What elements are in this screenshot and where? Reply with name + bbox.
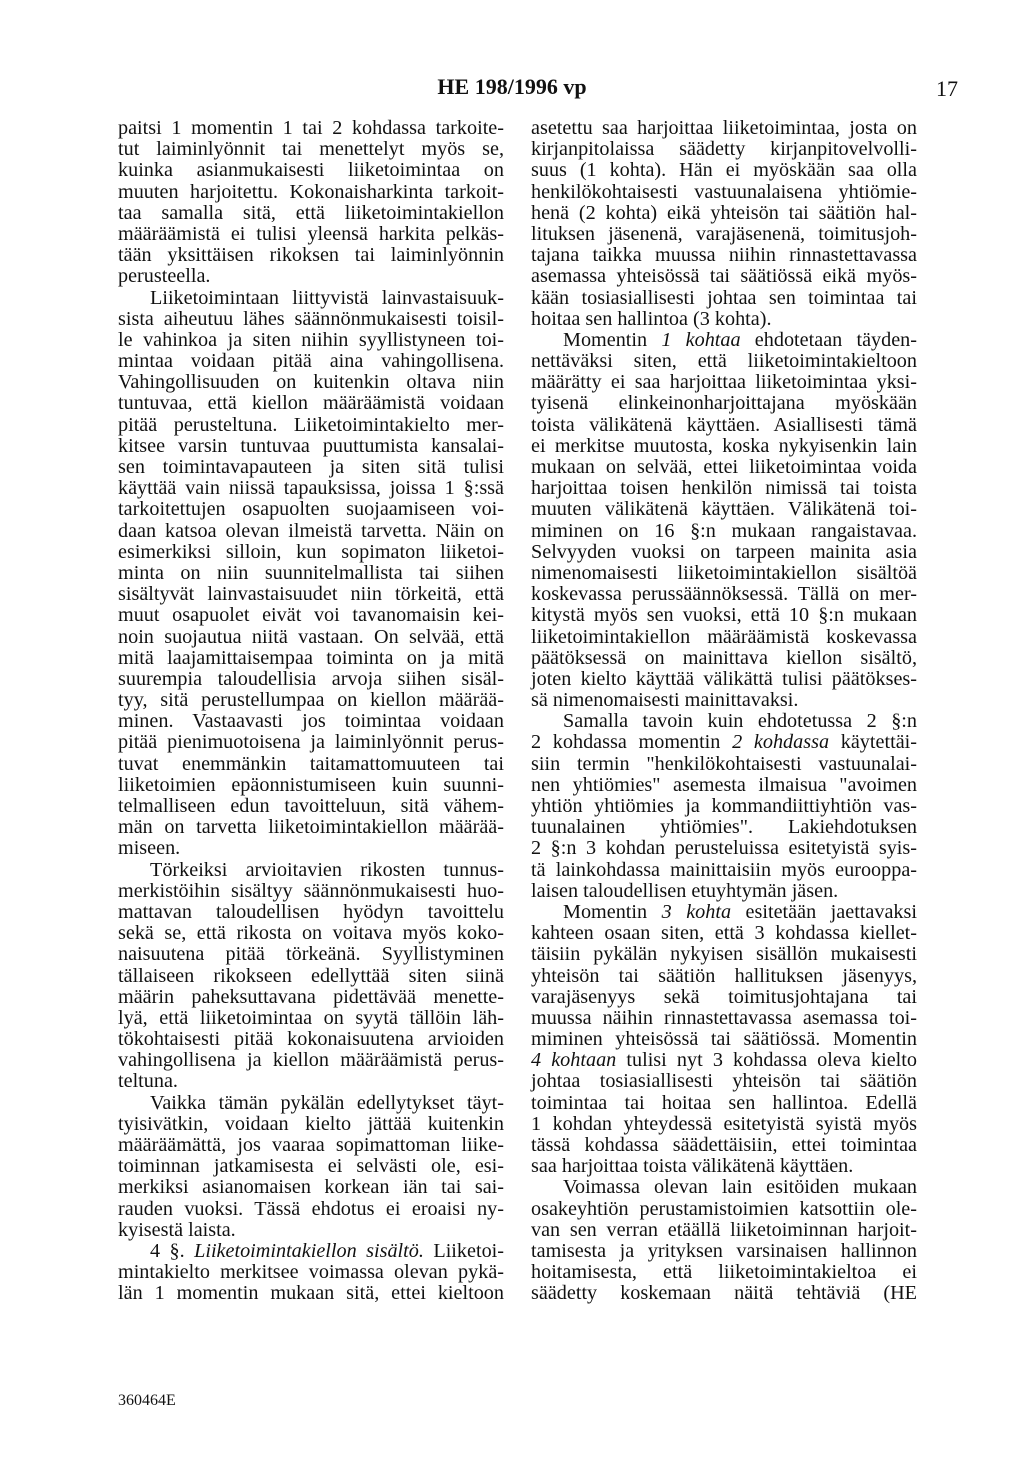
text-run: ei merkitse muutosta, koska nykyisenkin lain [531,434,917,457]
text-run: mattavan taloudellisen hyödyn tavoittelu [118,900,504,923]
text-line [531,711,917,732]
text-line [531,224,917,245]
text-line [531,1135,917,1156]
text-run: toista välikätenä käyttäen. Asiallisesti tämä [531,413,917,436]
text-run: yhteisön tai säätiön hallituksen jäsenyys, [531,964,917,987]
text-line [118,542,504,563]
text-line [531,139,917,160]
text-run: käyttää vain niissä tapauksissa, joissa 1 §:ssä [118,477,504,500]
text-line [531,1156,917,1177]
text-line [118,1071,504,1092]
text-run: telmalliseen edun tavoitteluun, sitä vähem- [118,795,504,817]
text-run: tään yksittäisen rikoksen tai laiminlyönnin [118,244,504,267]
text-run: miminen on 16 §:n mukaan rangaistavaa. [531,519,917,542]
text-line [118,563,504,584]
text-run: miminen yhteisössä tai säätiössä. Momentin [531,1028,917,1051]
text-run: perusteella. [118,265,211,288]
text-run: lituksen jäsenenä, varajäsenenä, toimitusjoh- [531,222,917,245]
text-line [531,690,917,711]
text-run: naisuutena pitää törkeänä. Syyllistyminen [118,943,504,966]
text-line [118,669,504,690]
footer-document-code: 360464E [118,1392,176,1409]
text-run: päätöksessä on mainittava kiellon sisältö, [531,646,917,669]
text-run: määrin paheksuttavana pidettävää menette- [118,985,504,1008]
text-line [531,1050,917,1071]
text-line [531,669,917,690]
text-line [118,944,504,965]
italic-text-run: 3 kohta [661,900,732,923]
text-line [531,309,917,330]
text-line [531,796,917,817]
text-run: tällaiseen rikokseen edellyttää siten siinä [118,964,504,987]
text-run: muut osapuolet eivät voi tavanomaisin kei- [118,604,504,627]
text-line [531,1029,917,1050]
text-run: län 1 momentin mukaan sitä, ettei kieltoon [118,1282,504,1305]
text-line [118,923,504,944]
text-run: Selvyyden vuoksi on tarpeen mainita asia [531,540,917,563]
text-line [118,224,504,245]
text-run: asetettu saa harjoittaa liiketoimintaa, josta on [531,117,917,139]
text-run: kuinka asianmukaisesti liiketoimintaa on [118,159,504,182]
text-line [118,605,504,626]
text-run: mintaa voidaan pitää aina vahingollisena. [118,350,504,373]
left-text-column [118,118,504,1305]
text-run: pitää pienimuotoisena ja laiminlyönnit perus- [118,731,504,754]
text-line [531,393,917,414]
text-run: täisiin pykälän nykyisen sisällön mukaisesti [531,943,917,966]
text-line [531,775,917,796]
text-line [531,266,917,287]
text-run: ehdotetaan täyden- [740,328,917,351]
text-line [118,288,504,309]
text-run: taa samalla sitä, että liiketoimintakiellon [118,201,504,224]
text-run: muuten välikätenä käyttäen. Välikätenä toi- [531,498,917,521]
text-run: sen toimintavapauteen ja siten sitä tulisi [118,456,504,478]
text-line [531,1093,917,1114]
text-line [118,521,504,542]
text-run: Törkeiksi arvioitavien rikosten tunnus- [150,858,504,881]
text-line [118,966,504,987]
text-run: Voimassa olevan lain esitöiden mukaan [563,1176,917,1199]
text-run: toiminnan jatkamisesta ei selvästi ole, esi- [118,1155,504,1178]
text-run: Vahingollisuuden on kuitenkin oltava niin [118,371,504,394]
text-line [118,1283,504,1304]
text-run: yhtiön yhtiömies ja kommandiittiyhtiön vas- [531,795,917,817]
text-run: kään tosiasiallisesti johtaa sen toimintaa tai [531,286,917,309]
text-line [118,1029,504,1050]
text-line [118,160,504,181]
text-line [118,457,504,478]
text-line [118,711,504,732]
text-run: mintakielto merkitsee voimassa olevan pykä- [118,1261,504,1284]
text-run: muuten harjoitettu. Kokonaisharkinta tarkoit- [118,180,504,203]
text-run: kyisestä laista. [118,1218,236,1241]
text-run: noin suojautua niitä vastaan. On selvää, että [118,625,504,648]
text-line [531,627,917,648]
text-run: vahingollisena ja kiellon määräämistä perus- [118,1049,504,1072]
text-run: tyisenä elinkeinonharjoittajana myöskään [531,392,917,415]
text-run: henä (2 kohta) eikä yhteisön tai säätiön hal- [531,201,917,224]
text-run: tuntuvaa, että kiellon määräämistä voidaan [118,392,504,415]
text-line [118,372,504,393]
text-line [118,118,504,139]
text-run: lyä, että liiketoimintaa on syytä tällöin läh- [118,1006,504,1029]
text-run: mukaan on selvää, ettei liiketoimintaa voida [531,456,917,478]
text-line [118,796,504,817]
text-run: Liiketoimintaan liittyvistä lainvastaisuuk- [150,286,504,309]
text-run: osakeyhtiön perustamistoimien katsottiin ole- [531,1197,917,1220]
text-run: määrätty ei saa harjoittaa liiketoimintaa yksi- [531,371,917,394]
text-line [531,923,917,944]
text-run: sisältyvät lainvastaisuudet niin törkeitä, että [118,583,504,606]
text-line [531,160,917,181]
text-line [531,1220,917,1241]
text-line [118,732,504,753]
text-line [118,1241,504,1262]
italic-text-run: 4 kohtaan [531,1049,617,1072]
text-run: tä lainkohdassa mainittaisiin myös eurooppa- [531,858,917,881]
text-run: johtaa tosiasiallisesti yhteisön tai säätiön [531,1070,917,1093]
text-line [118,648,504,669]
text-run: tamisesta ja yrityksen varsinaisen hallinnon [531,1239,917,1262]
text-line [531,860,917,881]
text-line [118,266,504,287]
text-run: Vaikka tämän pykälän edellytykset täyt- [150,1091,504,1114]
text-run: käytettäi- [829,731,917,754]
text-run: tut laiminlyönnit tai menettelyt myös se, [118,138,504,161]
text-line [531,372,917,393]
text-run: merkiksi asianomaisen korkean iän tai sai- [118,1176,504,1199]
text-line [531,351,917,372]
text-run: laisen taloudellisen etuyhtymän jäsen. [531,879,839,902]
text-line [118,1220,504,1241]
text-line [118,203,504,224]
text-line [531,966,917,987]
text-line [118,245,504,266]
text-line [531,478,917,499]
text-run: suurempia taloudellisia arvoja siihen sisäl- [118,667,504,690]
text-line [118,902,504,923]
text-line [531,288,917,309]
text-run: mitä laajamittaisempaa toiminta on ja mitä [118,646,504,669]
text-run: Samalla tavoin kuin ehdotetussa 2 §:n [563,710,917,733]
text-line [531,415,917,436]
text-line [531,754,917,775]
text-line [531,1008,917,1029]
text-run: daan katsoa olevan ilmeistä tarvetta. Näin on [118,519,504,542]
text-line [531,648,917,669]
text-run: miseen. [118,837,181,860]
text-run: joten kielto käyttää välikättä tulisi päätökses- [531,667,917,690]
text-run: koskevassa perussäännöksessä. Tällä on mer- [531,583,917,606]
text-line [531,1177,917,1198]
text-line [118,330,504,351]
text-run: tyisivätkin, voidaan kielto jättää kuitenkin [118,1112,504,1135]
text-run: tuvat enemmänkin taitamattomuuteen tai [118,752,504,775]
page-number: 17 [936,76,958,101]
text-line [118,1093,504,1114]
text-run: nen yhtiömies" asemesta ilmaisua "avoimen [531,773,917,796]
text-run: tajana taikka muussa niihin rinnastettavassa [531,244,917,267]
text-line [531,1199,917,1220]
text-run: saa harjoittaa toista välikätenä käyttäen. [531,1155,854,1178]
text-run: tässä kohdassa säädettäisiin, ettei toimintaa [531,1134,917,1156]
text-run: 2 §:n 3 kohdan perusteluissa esitetyistä syis- [531,837,917,860]
text-run: liiketoimien epäonnistumiseen kuin suunni- [118,773,504,796]
text-line [531,838,917,859]
text-line [531,732,917,753]
text-line [531,330,917,351]
text-run: tökohtaisesti pitää kokonaisuutena arvioiden [118,1028,504,1051]
text-line [118,436,504,457]
text-line [118,351,504,372]
right-text-column [531,118,917,1305]
text-run: män on tarvetta liiketoimintakiellon määrää- [118,816,504,839]
text-run: esimerkiksi silloin, kun sopimaton liiketoi- [118,540,504,563]
italic-text-run: Liiketoimintakiellon sisältö. [194,1239,424,1262]
text-line [531,118,917,139]
text-run: le vahinkoa ja siten niihin syyllistyneen toi- [118,328,504,351]
text-line [531,1114,917,1135]
text-run: kitystä myös sen vuoksi, että 10 §:n mukaan [531,604,917,627]
text-run: tuunalainen yhtiömies". Lakiehdotuksen [531,816,917,839]
text-run: kitsee varsin tuntuvaa puuttumista kansalai- [118,434,504,457]
text-line [118,838,504,859]
text-line [118,1114,504,1135]
text-line [118,415,504,436]
text-line [118,584,504,605]
text-run: Momentin [563,328,662,351]
text-run: merkistöihin sisältyy säännönmukaisesti huo- [118,879,504,902]
text-line [531,881,917,902]
text-line [118,881,504,902]
text-line [118,139,504,160]
text-line [531,944,917,965]
text-run: hoitaa sen hallintoa (3 kohta). [531,307,772,330]
text-run: 1 kohdan yhteydessä esitetyistä syistä myös [531,1112,917,1135]
text-line [531,1241,917,1262]
text-run: esitetään jaettavaksi [731,900,917,923]
text-run: sista aiheutuu lähes säännönmukaisesti toisil- [118,307,504,330]
page-header-title: HE 198/1996 vp [437,74,587,99]
text-run: pitää perusteltuna. Liiketoimintakielto mer- [118,413,504,436]
text-run: liiketoimintakiellon määräämistä koskevassa [531,625,917,648]
text-line [531,1283,917,1304]
text-run: toimintaa tai hoitaa sen hallintoa. Edellä [531,1091,917,1114]
text-line [118,182,504,203]
text-line [118,987,504,1008]
italic-text-run: 2 kohdassa [732,731,830,754]
text-line [531,1071,917,1092]
text-run: määräämättä, jos vaaraa sopimattoman liike- [118,1134,504,1156]
text-run: tyy, sitä perustellumpaa on kiellon määrää- [118,689,504,712]
text-run: siin termin "henkilökohtaisesti vastuunalai- [531,752,917,775]
text-line [531,542,917,563]
text-run: suus (1 kohta). Hän ei myöskään saa olla [531,159,917,182]
text-run: henkilökohtaisesti vastuunalaisena yhtiömie- [531,180,917,203]
text-run: nimenomaisesti liiketoimintakiellon sisältöä [531,561,917,584]
text-line [531,605,917,626]
text-line [531,182,917,203]
text-run: rauden vuoksi. Tässä ehdotus ei eroaisi ny- [118,1197,504,1220]
text-line [118,1156,504,1177]
text-run: määräämistä ei tulisi yleensä harkita pelkäs- [118,222,504,245]
text-run: teltuna. [118,1070,178,1093]
text-line [118,775,504,796]
text-line [118,393,504,414]
text-line [531,987,917,1008]
text-line [531,521,917,542]
text-line [118,478,504,499]
text-line [118,860,504,881]
text-line [118,1177,504,1198]
text-run: varajäsenyys sekä toimitusjohtajana tai [531,985,917,1008]
text-line [531,436,917,457]
text-line [531,1262,917,1283]
text-run: tulisi nyt 3 kohdassa oleva kielto [616,1049,917,1072]
text-line [118,499,504,520]
text-line [118,817,504,838]
text-run: harjoittaa toisen henkilön nimissä tai toista [531,477,917,500]
text-run: muussa näihin rinnastettavassa asemassa toi- [531,1006,917,1029]
text-line [531,499,917,520]
text-run: kahteen osaan siten, että 3 kohdassa kiellet- [531,922,917,945]
text-run: kirjanpitolaissa säädetty kirjanpitovelvolli- [531,138,917,161]
text-line [118,1262,504,1283]
text-run: 2 kohdassa momentin [531,731,733,754]
text-line [118,1135,504,1156]
text-run: Liiketoi- [423,1239,504,1262]
text-run: paitsi 1 momentin 1 tai 2 kohdassa tarkoite- [118,117,504,139]
text-line [118,1199,504,1220]
text-line [531,817,917,838]
text-line [531,245,917,266]
text-run: minta on niin suunnitelmallista tai siihen [118,561,504,584]
text-run: tarkoitettujen osapuolten suojaamiseen voi- [118,498,504,521]
text-run: minen. Vastaavasti jos toimintaa voidaan [118,710,504,733]
text-line [118,1050,504,1071]
text-line [531,563,917,584]
text-line [118,754,504,775]
text-run: asemassa yhteisössä tai säätiössä eikä myös- [531,265,917,288]
text-run: nettäväksi siten, että liiketoimintakieltoon [531,350,917,373]
text-line [118,1008,504,1029]
text-line [118,690,504,711]
text-run: sekä se, että rikosta on voitava myös koko- [118,922,504,945]
text-run: van sen verran etäällä liiketoiminnan harjoit- [531,1218,917,1241]
text-run: säädetty koskemaan näitä tehtäviä (HE [531,1282,917,1305]
text-line [531,584,917,605]
text-line [531,902,917,923]
text-line [531,457,917,478]
text-run: Momentin [563,900,662,923]
text-run: 4 §. [150,1239,195,1262]
text-line [118,627,504,648]
text-line [118,309,504,330]
text-run: sä nimenomaisesti mainittavaksi. [531,689,799,712]
italic-text-run: 1 kohtaa [661,328,741,351]
text-line [531,203,917,224]
text-run: hoitamisesta, että liiketoimintakieltoa ei [531,1261,917,1284]
